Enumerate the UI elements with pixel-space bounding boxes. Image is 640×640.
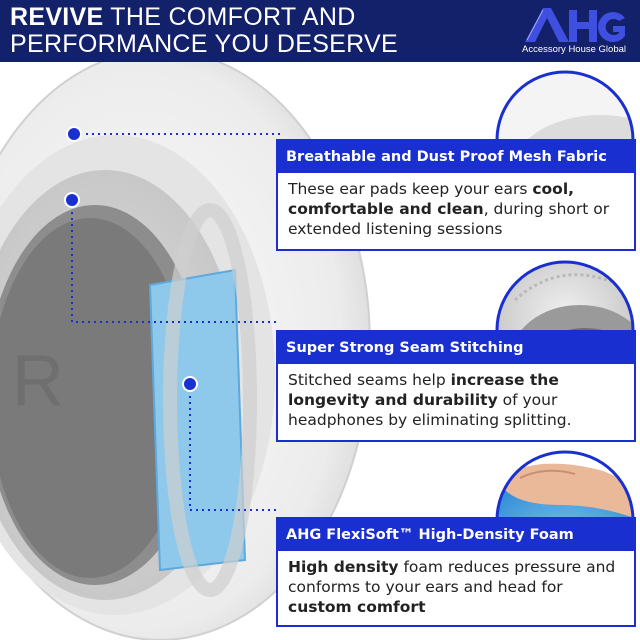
- feature-emphasis: cool, comfortable and clean: [288, 180, 575, 218]
- feature-title: AHG FlexiSoft™ High-Density Foam: [278, 519, 634, 551]
- marker-dot-mesh: [67, 127, 81, 141]
- marker-dot-foam: [183, 377, 197, 391]
- feature-title: Breathable and Dust Proof Mesh Fabric: [278, 141, 634, 173]
- brand-tagline: Accessory House Global: [521, 44, 627, 55]
- brand-logo: [515, 6, 633, 58]
- feature-card-seam: [276, 330, 636, 442]
- ahg-logo-mark: [523, 6, 627, 44]
- feature-title: Super Strong Seam Stitching: [278, 332, 634, 364]
- feature-text: , during short or extended listening sessions: [288, 200, 610, 238]
- headline-line-2: PERFORMANCE YOU DESERVE: [10, 30, 399, 58]
- feature-emphasis: increase the longevity and durability: [288, 371, 559, 409]
- feature-text: foam reduces pressure and conforms to your ears and head for: [288, 558, 616, 596]
- feature-card-foam: [276, 517, 636, 627]
- marker-dot-seam: [65, 193, 79, 207]
- ear-letter-emboss: R: [12, 341, 64, 421]
- feature-description: [278, 364, 634, 436]
- headline-line-1: [10, 4, 398, 31]
- feature-text: These ear pads keep your ears: [288, 180, 533, 198]
- feature-emphasis: custom comfort: [288, 598, 426, 616]
- header-banner: [0, 0, 640, 62]
- feature-description: [278, 551, 634, 623]
- feature-description: [278, 173, 634, 245]
- headline-bold-word: REVIVE: [10, 3, 104, 31]
- feature-card-mesh: [276, 139, 636, 251]
- headline-line-1-rest: THE COMFORT AND: [110, 3, 356, 31]
- headline: [10, 4, 398, 58]
- feature-text: Stitched seams help: [288, 371, 451, 389]
- feature-emphasis: High density: [288, 558, 399, 576]
- feature-text: of your headphones by eliminating splitting.: [288, 391, 572, 429]
